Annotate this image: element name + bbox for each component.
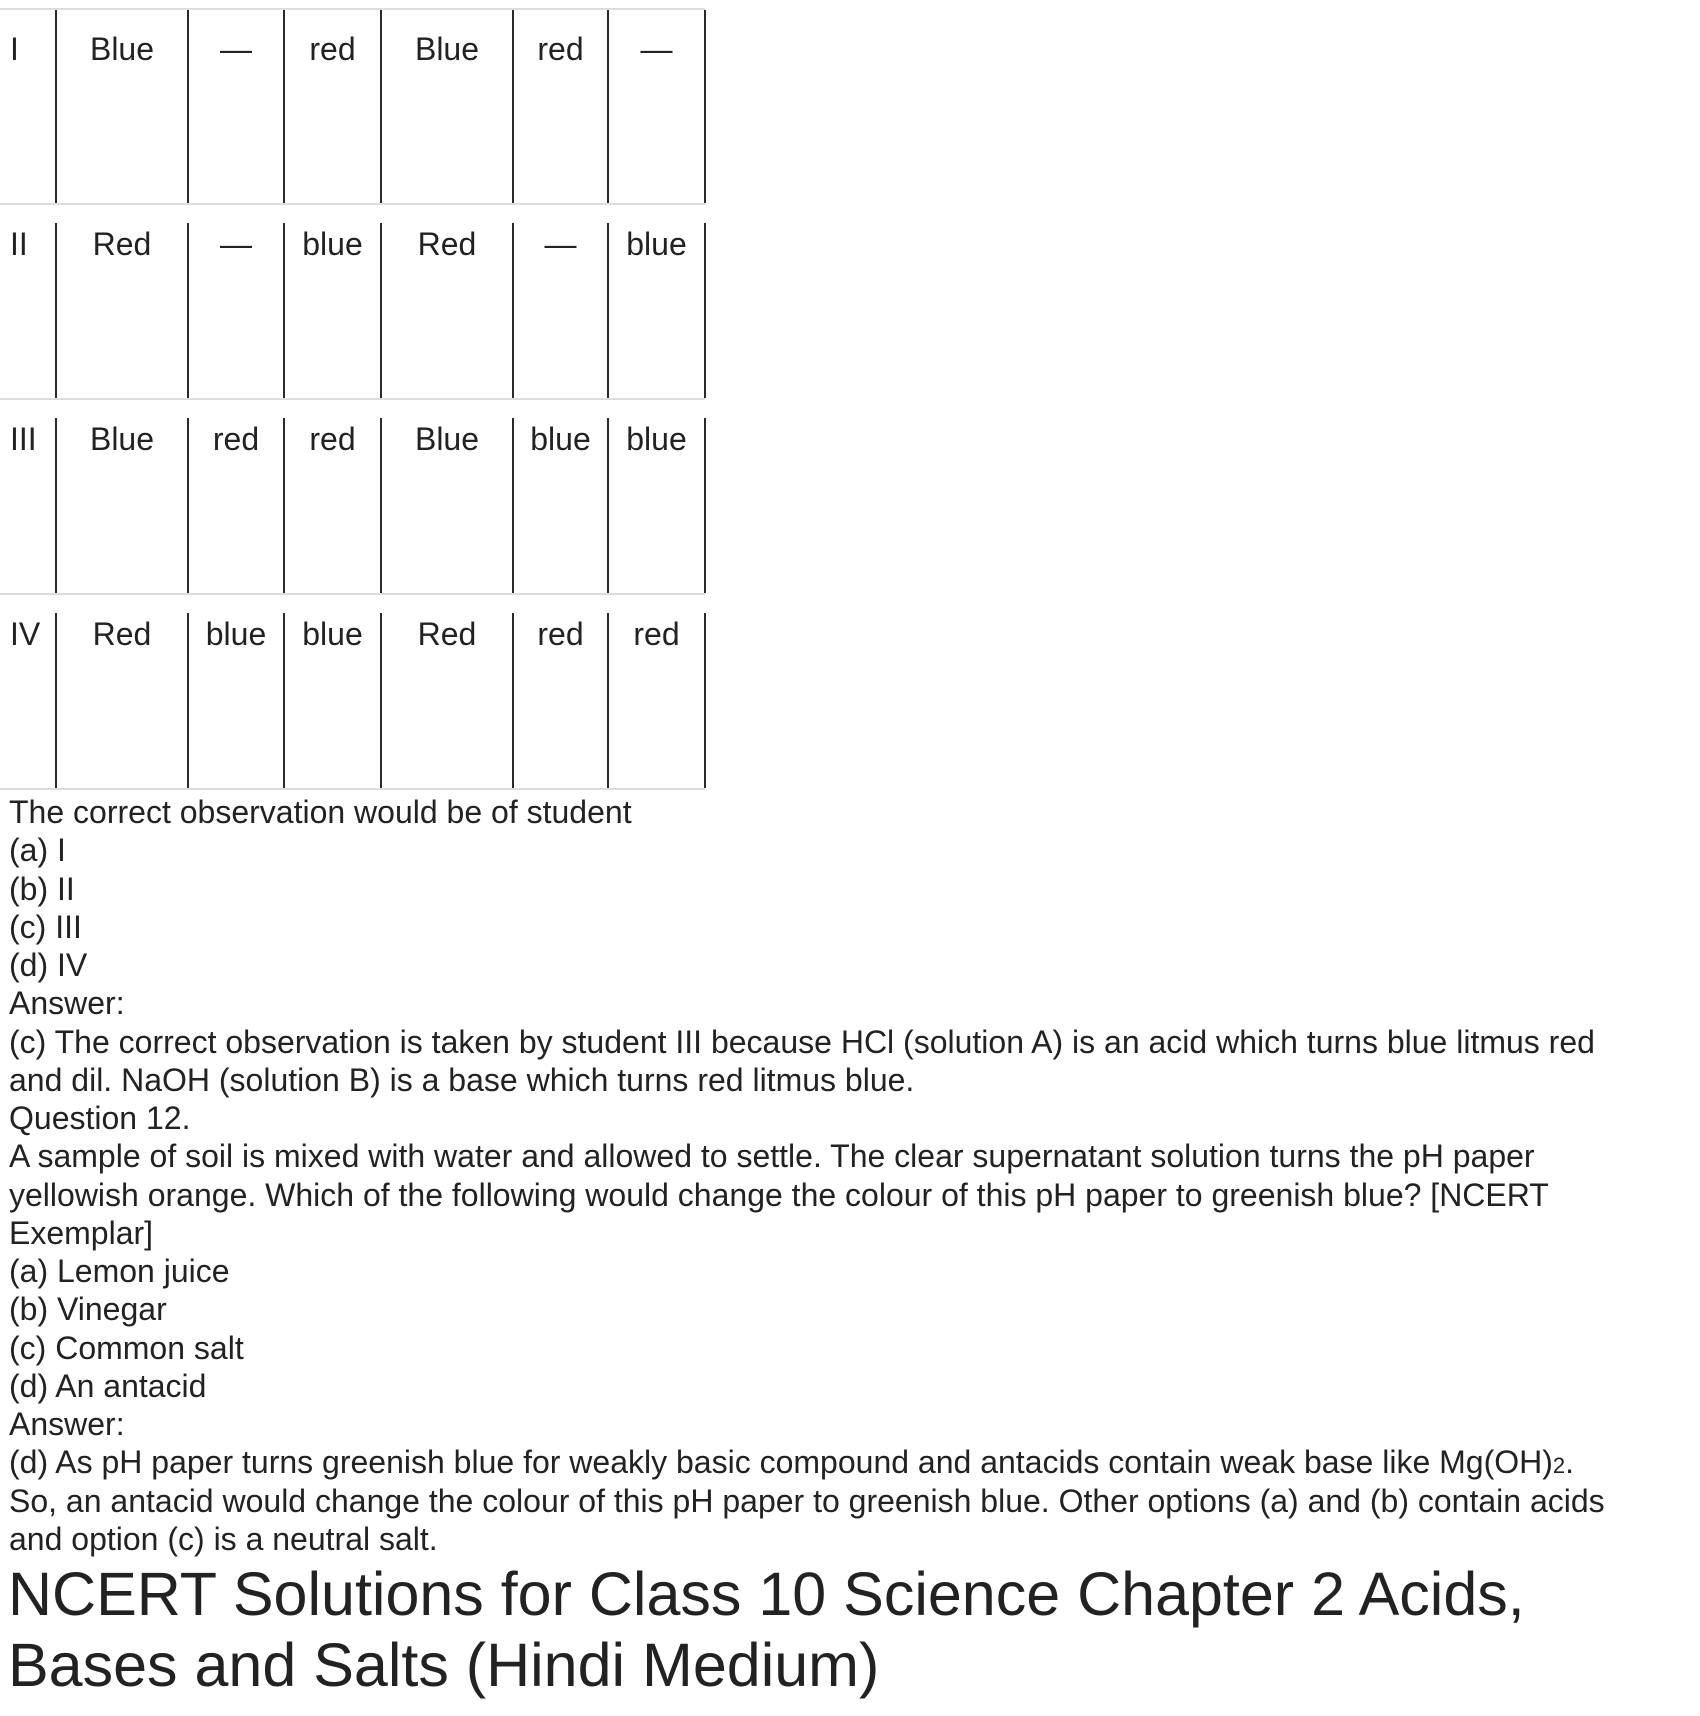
- table-cell: red: [608, 595, 705, 788]
- question-12-stem: Exemplar]: [9, 1214, 154, 1251]
- answer-text-end: .: [1565, 1444, 1575, 1481]
- table-cell: Blue: [381, 400, 513, 593]
- table-cell: red: [284, 10, 381, 203]
- table-cell: blue: [513, 400, 608, 593]
- table-cell: red: [513, 595, 608, 788]
- table-cell: —: [188, 205, 284, 398]
- option-c: (c) Common salt: [9, 1329, 244, 1366]
- student-cell: IV: [0, 595, 56, 788]
- option-b: (b) II: [9, 870, 75, 907]
- section-heading: [8, 1559, 1698, 1701]
- answer-label: Answer:: [9, 1406, 125, 1442]
- litmus-observation-table: [0, 8, 705, 790]
- table-cell: Blue: [56, 400, 188, 593]
- table-cell: —: [513, 205, 608, 398]
- table-cell: Red: [56, 205, 188, 398]
- table-cell: Red: [56, 595, 188, 788]
- solution-text: [9, 793, 1699, 1558]
- table-cell: Red: [381, 595, 513, 788]
- table-cell: Red: [381, 205, 513, 398]
- option-b: (b) Vinegar: [9, 1291, 167, 1328]
- table-cell: —: [188, 10, 284, 203]
- table-cell: red: [284, 400, 381, 593]
- option-a: (a) I: [9, 832, 66, 869]
- table-cell: blue: [188, 595, 284, 788]
- table-row: [0, 10, 705, 205]
- table-cell: blue: [608, 205, 705, 398]
- answer-text: So, an antacid would change the colour of this pH paper to greenish blue. Other options (a) and (b) contain acids: [9, 1482, 1605, 1519]
- option-c: (c) III: [9, 908, 82, 945]
- option-a: (a) Lemon juice: [9, 1253, 230, 1289]
- heading-line: NCERT Solutions for Class 10 Science Chapter 2 Acids,: [8, 1560, 1525, 1628]
- table-cell: blue: [608, 400, 705, 593]
- table-cell: red: [188, 400, 284, 593]
- table-row: [0, 595, 705, 790]
- option-d: (d) IV: [9, 947, 88, 983]
- heading-line: Bases and Salts (Hindi Medium): [8, 1631, 880, 1699]
- table-row: [0, 205, 705, 400]
- table-cell: Blue: [381, 10, 513, 203]
- question-12-stem: A sample of soil is mixed with water and allowed to settle. The clear supernatant solution turns the pH paper: [9, 1138, 1535, 1175]
- answer-text: (c) The correct observation is taken by student III because HCl (solution A) is an acid which turns blue litmus red: [9, 1023, 1595, 1060]
- question-11-stem: The correct observation would be of student: [9, 794, 632, 830]
- student-cell: II: [0, 205, 56, 398]
- table-cell: —: [608, 10, 705, 203]
- question-12-title: Question 12.: [9, 1100, 191, 1136]
- student-cell: I: [0, 10, 56, 203]
- student-cell: III: [0, 400, 56, 593]
- table-row: [0, 400, 705, 595]
- answer-label: Answer:: [9, 985, 125, 1022]
- table-cell: blue: [284, 595, 381, 788]
- question-12-stem: yellowish orange. Which of the following would change the colour of this pH paper to greenish blue? [NCERT: [9, 1176, 1549, 1213]
- table-cell: blue: [284, 205, 381, 398]
- subscript-2: 2: [1552, 1453, 1566, 1479]
- table-cell: red: [513, 10, 608, 203]
- answer-text: and option (c) is a neutral salt.: [9, 1520, 438, 1557]
- answer-text: [9, 1443, 1699, 1481]
- table-cell: Blue: [56, 10, 188, 203]
- option-d: (d) An antacid: [9, 1367, 207, 1404]
- answer-text: and dil. NaOH (solution B) is a base which turns red litmus blue.: [9, 1061, 915, 1098]
- answer-text-main: (d) As pH paper turns greenish blue for weakly basic compound and antacids contain weak base like Mg(OH): [9, 1444, 1553, 1481]
